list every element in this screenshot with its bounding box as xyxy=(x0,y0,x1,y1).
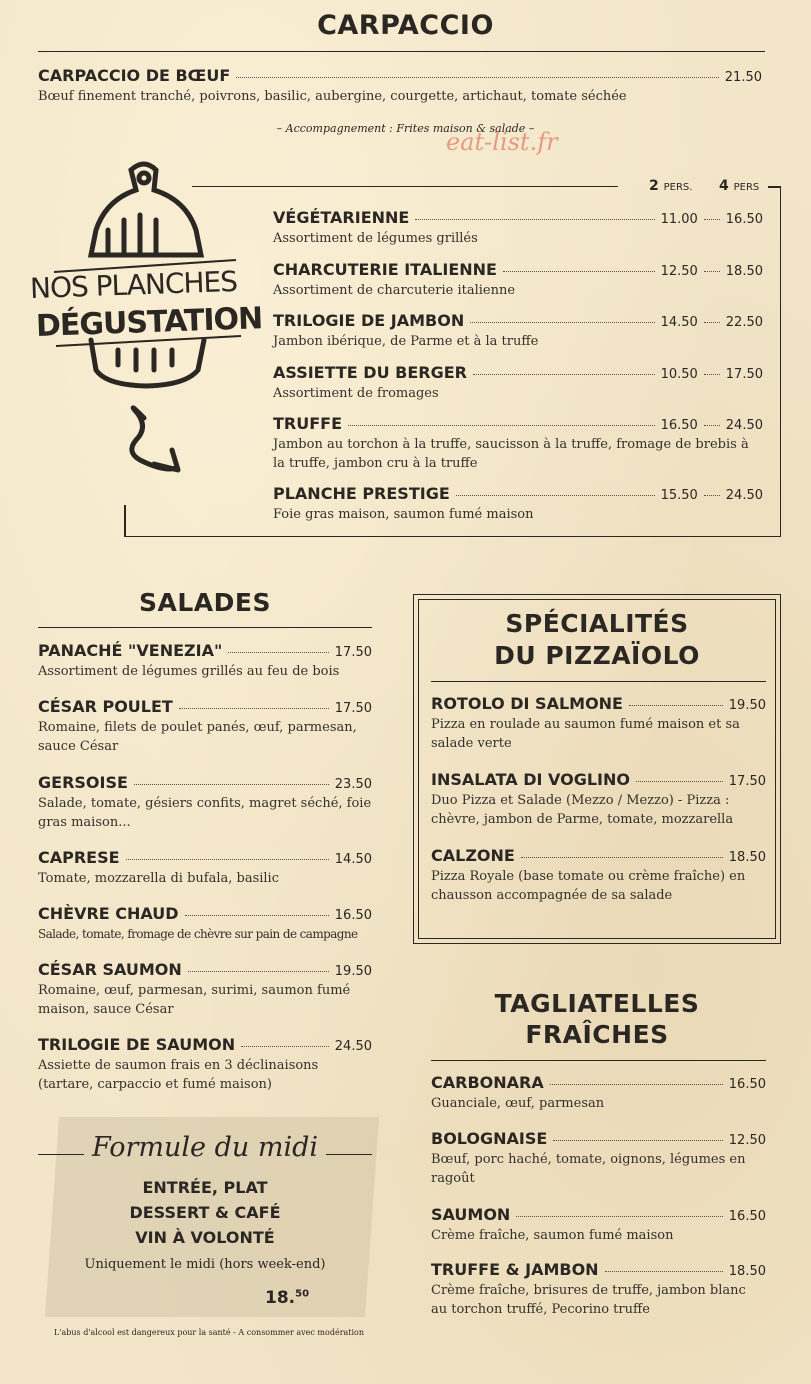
specialites-rule xyxy=(431,681,766,682)
price-2-pers: 12.50 xyxy=(660,264,698,279)
item-name: SAUMON xyxy=(431,1205,511,1224)
item-prices xyxy=(661,367,763,382)
leader-dots xyxy=(704,425,720,426)
item-description: Assortiment de légumes grillés au feu de bois xyxy=(38,664,340,679)
item-description: Bœuf finement tranché, poivrons, basilic, aubergine, courgette, artichaut, tomate séchée xyxy=(38,89,627,104)
menu-item xyxy=(431,1073,766,1113)
leader-dots xyxy=(236,77,719,78)
item-price: 17.50 xyxy=(334,701,372,716)
item-price: 16.50 xyxy=(728,1077,766,1092)
tagliatelles-title-line1: TAGLIATELLES xyxy=(494,989,700,1018)
accompaniment-note: – Accompagnement : Frites maison & salade – xyxy=(276,122,535,135)
item-price: 18.50 xyxy=(728,1264,766,1279)
carpaccio-title: CARPACCIO xyxy=(317,10,494,41)
item-name: VÉGÉTARIENNE xyxy=(273,208,410,227)
item-name: CALZONE xyxy=(431,846,515,865)
menu-item xyxy=(431,694,766,753)
item-price: 14.50 xyxy=(334,852,372,867)
col1-num: 2 xyxy=(649,178,659,194)
leader-dots xyxy=(704,219,720,220)
formule-note: Uniquement le midi (hors week-end) xyxy=(84,1257,326,1272)
item-description: Romaine, filets de poulet panés, œuf, parmesan, sauce César xyxy=(38,720,357,754)
planches-bracket-topright xyxy=(768,186,781,188)
item-price: 12.50 xyxy=(728,1133,766,1148)
item-description: Crème fraîche, brisures de truffe, jambon blanc au torchon truffé, Pecorino truffe xyxy=(431,1283,746,1317)
specialites-title-line2: DU PIZZAÏOLO xyxy=(494,641,700,670)
item-description: Tomate, mozzarella di bufala, basilic xyxy=(38,871,279,886)
watermark: eat-list.fr xyxy=(446,128,558,156)
item-name: CHARCUTERIE ITALIENNE xyxy=(273,260,497,279)
leader-dots xyxy=(348,425,655,426)
menu-item xyxy=(431,1205,766,1245)
item-name: TRUFFE & JAMBON xyxy=(431,1260,599,1279)
formule-price-cents: 50 xyxy=(295,1288,310,1300)
col2-num: 4 xyxy=(719,178,729,194)
formule-title: Formule du midi xyxy=(91,1132,319,1163)
item-prices xyxy=(661,212,763,227)
leader-dots xyxy=(605,1271,723,1272)
leader-dots xyxy=(228,652,328,653)
menu-item xyxy=(431,1260,766,1319)
leader-dots xyxy=(179,708,329,709)
formule-rule-right xyxy=(326,1154,372,1155)
item-prices xyxy=(661,315,763,330)
price-4-pers: 22.50 xyxy=(725,315,763,330)
alcohol-warning: L'abus d'alcool est dangereux pour la santé - A consommer avec modération xyxy=(54,1328,365,1337)
item-price: 18.50 xyxy=(728,850,766,865)
menu-item xyxy=(38,848,372,888)
formule-price-main: 18. xyxy=(265,1288,296,1308)
planche-item xyxy=(273,414,763,473)
price-4-pers: 24.50 xyxy=(725,488,763,503)
menu-item xyxy=(38,904,372,944)
price-2-pers: 15.50 xyxy=(660,488,698,503)
item-description: Romaine, œuf, parmesan, surimi, saumon fumé maison, sauce César xyxy=(38,983,351,1017)
column-header-2-pers xyxy=(649,178,692,194)
price-2-pers: 11.00 xyxy=(660,212,698,227)
item-name: BOLOGNAISE xyxy=(431,1129,548,1148)
item-description: Pizza Royale (base tomate ou crème fraîche) en chausson accompagnée de sa salade xyxy=(431,869,746,903)
tagliatelles-rule xyxy=(431,1060,766,1061)
leader-dots xyxy=(553,1140,722,1141)
price-4-pers: 24.50 xyxy=(725,418,763,433)
column-header-4-pers xyxy=(719,178,759,194)
item-description: Jambon au torchon à la truffe, saucisson à la truffe, fromage de brebis à la truffe, jambon cru à la truffe xyxy=(273,437,749,471)
menu-item xyxy=(38,1035,372,1094)
item-prices xyxy=(661,264,763,279)
menu-item xyxy=(38,773,372,832)
price-2-pers: 14.50 xyxy=(660,315,698,330)
item-name: CARPACCIO DE BŒUF xyxy=(38,66,231,85)
leader-dots xyxy=(516,1216,722,1217)
price-4-pers: 18.50 xyxy=(725,264,763,279)
menu-item xyxy=(431,1129,766,1188)
price-2-pers: 16.50 xyxy=(660,418,698,433)
price-4-pers: 17.50 xyxy=(725,367,763,382)
planches-logo-line2: DÉGUSTATION xyxy=(35,301,263,345)
menu-item-carpaccio-boeuf xyxy=(38,66,762,106)
price-4-pers: 16.50 xyxy=(725,212,763,227)
item-description: Duo Pizza et Salade (Mezzo / Mezzo) - Pizza : chèvre, jambon de Parme, tomate, mozzarella xyxy=(431,793,734,827)
planche-item xyxy=(273,363,763,403)
item-name: PANACHÉ "VENEZIA" xyxy=(38,641,223,660)
formule-line3: VIN À VOLONTÉ xyxy=(135,1228,275,1247)
item-price: 19.50 xyxy=(334,964,372,979)
leader-dots xyxy=(550,1084,723,1085)
item-name: TRUFFE xyxy=(273,414,343,433)
planche-item xyxy=(273,260,763,300)
leader-dots xyxy=(704,495,720,496)
item-name: INSALATA DI VOGLINO xyxy=(431,770,630,789)
leader-dots xyxy=(470,322,654,323)
leader-dots xyxy=(473,374,655,375)
planche-item xyxy=(273,311,763,351)
item-price: 19.50 xyxy=(728,698,766,713)
formule-price xyxy=(265,1288,309,1308)
leader-dots xyxy=(126,859,329,860)
item-description: Salade, tomate, fromage de chèvre sur pain de campagne xyxy=(38,927,358,941)
carpaccio-rule xyxy=(38,51,765,52)
item-price: 17.50 xyxy=(334,645,372,660)
item-description: Assortiment de légumes grillés xyxy=(273,231,478,246)
item-name: CAPRESE xyxy=(38,848,120,867)
item-price: 24.50 xyxy=(334,1039,372,1054)
leader-dots xyxy=(415,219,654,220)
leader-dots xyxy=(134,784,329,785)
formule-line2: DESSERT & CAFÉ xyxy=(129,1203,281,1222)
price-2-pers: 10.50 xyxy=(660,367,698,382)
leader-dots xyxy=(241,1046,329,1047)
leader-dots xyxy=(704,322,720,323)
formule-line1: ENTRÉE, PLAT xyxy=(142,1178,268,1197)
item-description: Assortiment de fromages xyxy=(273,386,439,401)
planche-item xyxy=(273,208,763,248)
item-name: CÉSAR POULET xyxy=(38,697,173,716)
planches-bracket-left xyxy=(124,505,126,537)
item-description: Jambon ibérique, de Parme et à la truffe xyxy=(273,334,539,349)
item-name: CARBONARA xyxy=(431,1073,544,1092)
item-description: Salade, tomate, gésiers confits, magret séché, foie gras maison... xyxy=(38,796,372,830)
item-name: ROTOLO DI SALMONE xyxy=(431,694,623,713)
item-description: Assortiment de charcuterie italienne xyxy=(273,283,516,298)
item-description: Crème fraîche, saumon fumé maison xyxy=(431,1228,674,1243)
item-name: GERSOISE xyxy=(38,773,128,792)
menu-item xyxy=(38,697,372,756)
menu-item xyxy=(431,846,766,905)
leader-dots xyxy=(456,495,655,496)
menu-item xyxy=(38,641,372,681)
specialites-title-line1: SPÉCIALITÉS xyxy=(505,609,689,638)
menu-item xyxy=(431,770,766,829)
item-description: Bœuf, porc haché, tomate, oignons, légumes en ragoût xyxy=(431,1152,746,1186)
formule-rule-left xyxy=(38,1154,84,1155)
col2-label: PERS xyxy=(733,182,760,193)
leader-dots xyxy=(636,781,723,782)
leader-dots xyxy=(704,374,720,375)
col1-label: PERS. xyxy=(663,182,693,193)
item-name: CÉSAR SAUMON xyxy=(38,960,182,979)
item-description: Pizza en roulade au saumon fumé maison et sa salade verte xyxy=(431,717,740,751)
leader-dots xyxy=(521,857,723,858)
item-price: 17.50 xyxy=(728,774,766,789)
item-name: TRILOGIE DE JAMBON xyxy=(273,311,465,330)
item-prices xyxy=(661,418,763,433)
item-name: CHÈVRE CHAUD xyxy=(38,904,179,923)
item-description: Guanciale, œuf, parmesan xyxy=(431,1096,605,1111)
salades-title: SALADES xyxy=(139,588,271,617)
item-name: ASSIETTE DU BERGER xyxy=(273,363,467,382)
planche-item xyxy=(273,484,763,524)
salades-rule xyxy=(38,627,372,628)
leader-dots xyxy=(629,705,723,706)
item-description: Assiette de saumon frais en 3 déclinaisons (tartare, carpaccio et fumé maison) xyxy=(38,1058,319,1092)
item-price: 16.50 xyxy=(728,1209,766,1224)
item-price: 16.50 xyxy=(334,908,372,923)
item-price: 23.50 xyxy=(334,777,372,792)
item-name: PLANCHE PRESTIGE xyxy=(273,484,450,503)
leader-dots xyxy=(704,271,720,272)
leader-dots xyxy=(503,271,655,272)
leader-dots xyxy=(188,971,329,972)
item-description: Foie gras maison, saumon fumé maison xyxy=(273,507,534,522)
tagliatelles-title-line2: FRAÎCHES xyxy=(525,1020,669,1049)
menu-item xyxy=(38,960,372,1019)
planches-logo-line1: NOS PLANCHES xyxy=(29,264,238,306)
item-prices xyxy=(661,488,763,503)
leader-dots xyxy=(185,915,329,916)
item-name: TRILOGIE DE SAUMON xyxy=(38,1035,236,1054)
item-price: 21.50 xyxy=(724,70,762,85)
